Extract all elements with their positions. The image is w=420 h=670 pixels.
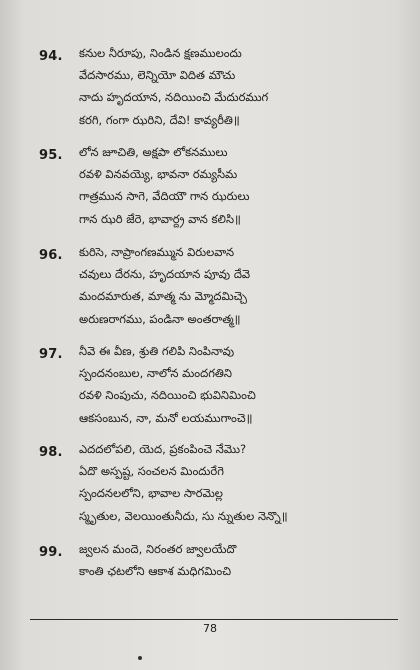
verse-line: స్మృతుల, వెలయింతునీదు, సు న్నుతుల నెన్నొ॥ [79,509,288,523]
stanza-number: 94. [39,49,63,64]
verse-line: కాంతి ఛటలోని ఆకాశ మధిగమించి [79,564,232,578]
verse-line: నీవె ఈ వీణ, శ్రుతి గలిపి నింపినావు [79,344,235,358]
stanza-number: 95. [39,148,63,163]
verse-line: కురిసె, నాప్రాంగణమ్మున విరులవాన [79,245,235,259]
verse-line: చవులు దేరను, హృదయాన పూవు దేవె [79,267,251,281]
verse-line: స్పందనలలోని, భావాల సారమెల్ల [79,486,223,500]
stanza-number: 96. [39,248,63,263]
verse-line: గాత్రమున సాగె, వేదియౌ గాన ఝరులు [79,189,250,203]
page-number: 78 [203,622,217,635]
stanza-number: 99. [39,545,63,560]
verse-line: మందమారుత, మాత్మ ను మ్మోదమిచ్చె [79,289,247,303]
stanza-number: 98. [39,445,63,460]
stanza-number: 97. [39,347,63,362]
verse-line: స్పందనంబుల, నాలోన మందగతిని [79,366,232,380]
print-speck [138,656,142,660]
verse-line: కరగి, గంగా ఝరిని, దేవి! కావ్యరీతి॥ [79,113,240,127]
verse-line: రవళి నింపుచు, నదియించి భువినిమించి [79,388,256,402]
verse-line: ఆకసంబున, నా, మనో లయముగాంచె॥ [79,411,253,425]
verse-line: కనుల నీరూపు, నిండిన క్షణములందు [79,46,242,60]
verse-line: వేదసారము, లెన్నియో విదిత మౌచు [79,68,236,82]
verse-line: గాన ఝరి జేరె, భావార్ద్ర వాన కలిసి॥ [79,212,241,226]
verse-line: అరుణరాగము, పండినా అంతరాత్మ॥ [79,312,241,326]
verse-line: ఏదొ అస్పష్ట, సంచలన మిందురేగె [79,464,224,478]
verse-line: జ్వలన మందె, నిరంతర జ్వాలయేదొ [79,542,237,556]
footer-rule [30,619,398,620]
verse-line: నాదు హృదయాన, నదియించి మేదురముగ [79,90,269,104]
verse-line: రవళి వినవయ్యె, భావనా రమ్యసీమ [79,167,238,181]
verse-line: ఎదదలోపలి, యెద, ప్రకంపించె నేమొ? [79,442,247,456]
verse-line: లోన జూచితి, అక్షపా లోకనములు [79,145,228,159]
